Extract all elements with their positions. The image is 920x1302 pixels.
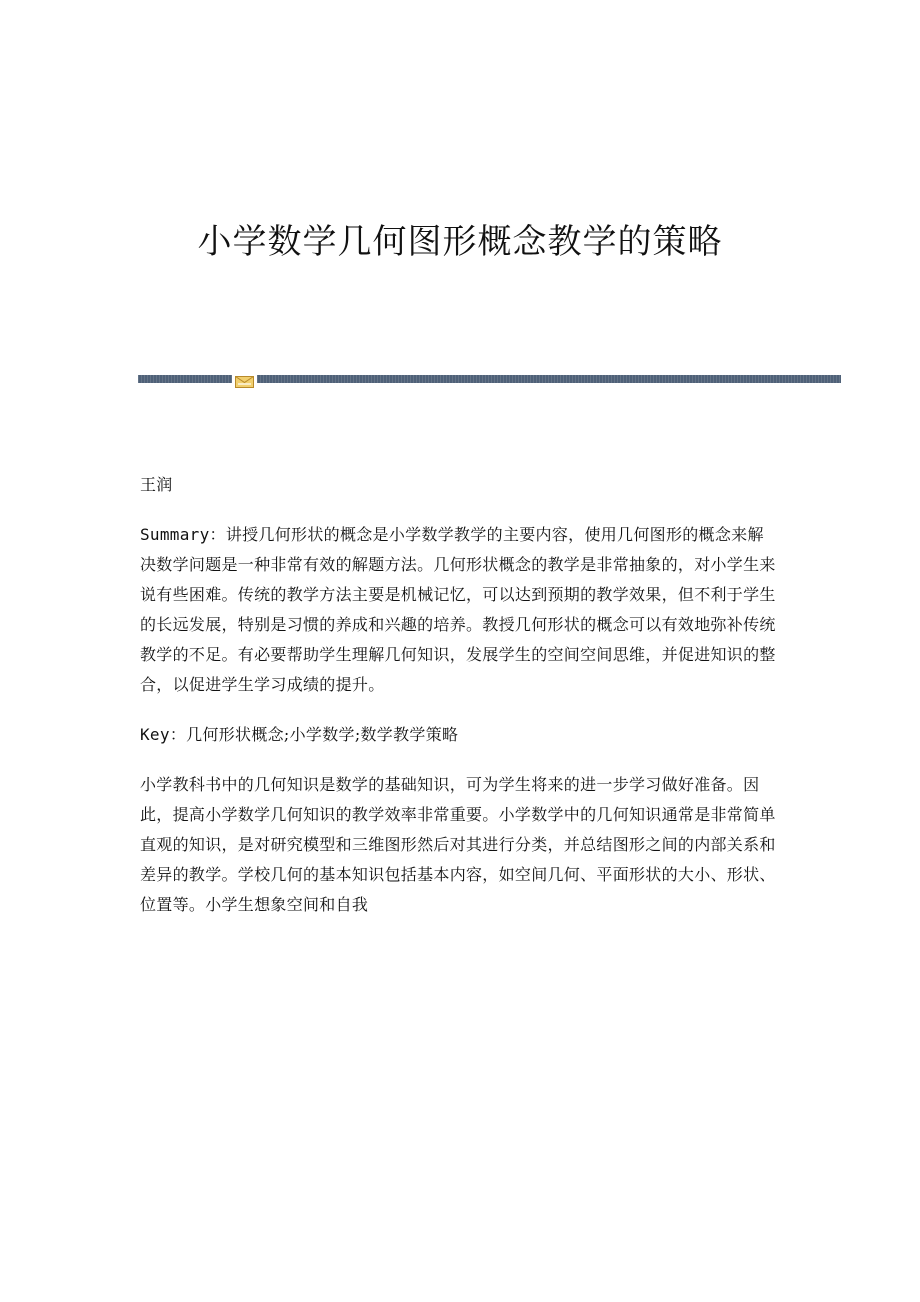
author-name: 王润 (140, 475, 173, 494)
summary-separator: ： (209, 525, 226, 544)
keywords-text: 几何形状概念;小学数学;数学教学策略 (186, 725, 459, 744)
summary-text: 讲授几何形状的概念是小学数学教学的主要内容，使用几何图形的概念来解决数学问题是一种非常有效的解题方法。几何形状概念的教学是非常抽象的，对小学生来说有些困难。传统的教学方法主要是机械记忆，可以达到预期的教学效果，但不利于学生的长远发展，特别是习惯的养成和兴趣的培养。教授几何形状的概念可以有效地弥补传统教学的不足。有必要帮助学生理解几何知识，发展学生的空间空间思维，并促进知识的整合，以促进学生学习成绩的提升。 (140, 525, 776, 694)
document-title: 小学数学几何图形概念教学的策略 (197, 222, 723, 262)
keywords-separator: ： (169, 725, 187, 744)
keywords-label: Key (140, 725, 170, 744)
document-body (140, 470, 780, 920)
summary-paragraph (140, 520, 780, 700)
envelope-icon (235, 373, 254, 385)
divider-bar-right (257, 375, 841, 383)
keywords-paragraph (140, 720, 780, 750)
divider-bar-left (138, 375, 232, 383)
summary-label: Summary (140, 525, 210, 544)
title-divider (138, 375, 841, 384)
body-paragraph: 小学教科书中的几何知识是数学的基础知识，可为学生将来的进一步学习做好准备。因此，提高小学数学几何知识的教学效率非常重要。小学数学中的几何知识通常是非常简单直观的知识，是对研究模型和三维图形然后对其进行分类，并总结图形之间的内部关系和差异的教学。学校几何的基本知识包括基本内容，如空间几何、平面形状的大小、形状、位置等。小学生想象空间和自我 (140, 775, 776, 914)
